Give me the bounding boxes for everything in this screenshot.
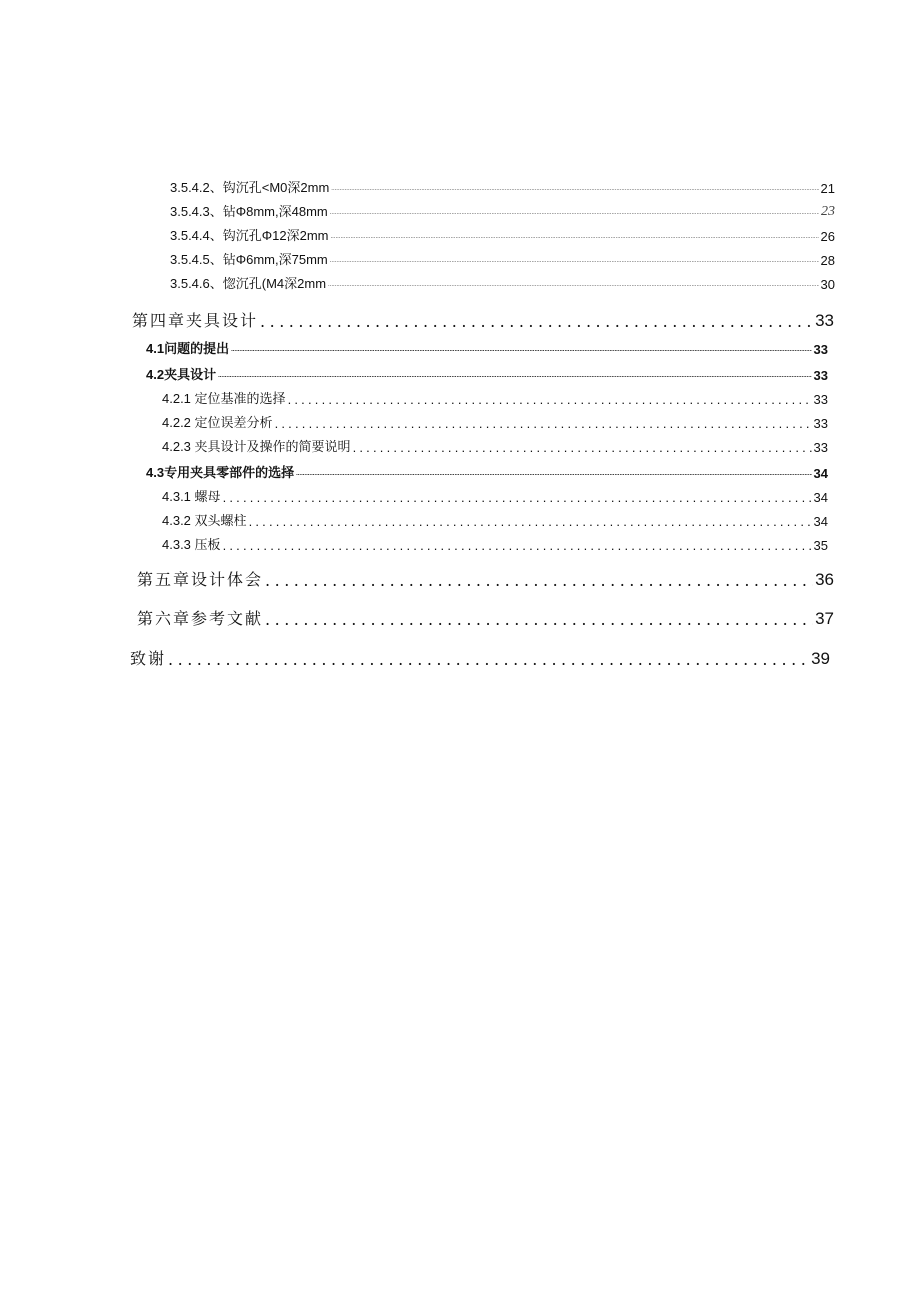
toc-subsection-text: 夹具设计及操作的简要说明 (194, 440, 351, 455)
toc-subsection-number: 4.3.2 (162, 513, 191, 528)
toc-page-number: 33 (813, 392, 828, 407)
toc-subsection-4-2-1[interactable] (162, 389, 828, 407)
dot-leader (330, 231, 818, 244)
toc-subsection-number: 4.3.3 (162, 537, 191, 552)
toc-section-4-2[interactable] (146, 365, 828, 383)
dot-leader (265, 611, 813, 629)
toc-subsection-number: 4.2.1 (162, 391, 191, 406)
toc-page-number: 36 (815, 570, 834, 589)
toc-section-label: 4.3专用夹具零部件的选择 (146, 465, 295, 480)
toc-subsection-text: 定位基准的选择 (194, 392, 286, 407)
dot-leader (330, 255, 819, 268)
toc-subsection-4-3-3[interactable] (162, 535, 828, 553)
toc-entry-label: 3.5.4.4、钩沉孔Φ12深2mm (170, 228, 329, 243)
toc-page-number: 39 (811, 649, 830, 668)
toc-section-4-1[interactable] (146, 339, 828, 357)
dot-leader (249, 515, 812, 529)
toc-page-number: 33 (813, 440, 828, 455)
dot-leader (265, 572, 813, 590)
toc-entry-label: 3.5.4.6、惚沉孔(M4深2mm (170, 276, 327, 291)
toc-subsection-text: 定位误差分析 (194, 416, 273, 431)
dot-leader (231, 344, 811, 357)
toc-subsection-text: 压板 (194, 538, 221, 553)
toc-entry-3-5-4-5[interactable] (170, 250, 835, 268)
toc-entry-3-5-4-2[interactable] (170, 178, 835, 196)
toc-chapter-label: 第六章参考文献 (137, 609, 264, 628)
toc-chapter-6[interactable] (137, 607, 834, 629)
toc-page-number: 33 (813, 368, 828, 383)
dot-leader (328, 279, 818, 292)
toc-subsection-label (162, 388, 286, 407)
toc-entry-3-5-4-4[interactable] (170, 226, 835, 244)
toc-page-number: 37 (815, 609, 834, 628)
toc-page-number: 23 (821, 204, 835, 219)
toc-acknowledgements[interactable] (130, 647, 830, 669)
toc-page-number: 30 (820, 277, 835, 292)
dot-leader (218, 370, 811, 383)
toc-subsection-text: 螺母 (194, 490, 221, 505)
toc-entry-3-5-4-6[interactable] (170, 274, 835, 292)
dot-leader (275, 417, 812, 431)
toc-section-4-3[interactable] (146, 463, 828, 481)
dot-leader (353, 441, 812, 455)
toc-page-number: 28 (820, 253, 835, 268)
dot-leader (288, 393, 812, 407)
toc-section-label: 4.1问题的提出 (146, 341, 230, 356)
toc-page-number: 34 (813, 514, 828, 529)
toc-page-number: 33 (815, 311, 834, 330)
toc-subsection-4-2-2[interactable] (162, 413, 828, 431)
toc-entry-label: 3.5.4.3、钻Φ8mm,深48mm (170, 204, 328, 219)
toc-subsection-number: 4.2.2 (162, 415, 191, 430)
toc-subsection-text: 双头螺柱 (194, 514, 247, 529)
toc-subsection-4-2-3[interactable] (162, 437, 828, 455)
toc-entry-label: 3.5.4.2、钩沉孔<M0深2mm (170, 180, 330, 195)
dot-leader (330, 207, 819, 220)
toc-page-number: 34 (813, 466, 828, 481)
toc-subsection-label (162, 412, 273, 431)
dot-leader (296, 468, 811, 481)
toc-chapter-4[interactable] (132, 309, 834, 331)
dot-leader (331, 183, 818, 196)
toc-page-number: 21 (820, 181, 835, 196)
toc-page-number: 26 (820, 229, 835, 244)
toc-entry-label: 3.5.4.5、钻Φ6mm,深75mm (170, 252, 328, 267)
toc-chapter-5[interactable] (137, 568, 834, 590)
toc-subsection-4-3-2[interactable] (162, 511, 828, 529)
toc-chapter-label: 第五章设计体会 (137, 570, 264, 589)
toc-subsection-number: 4.2.3 (162, 439, 191, 454)
toc-chapter-label: 第四章夹具设计 (132, 311, 259, 330)
toc-chapter-label: 致谢 (130, 649, 167, 668)
dot-leader (260, 313, 813, 331)
toc-subsection-label (162, 534, 221, 553)
toc-page-number: 33 (813, 416, 828, 431)
dot-leader (223, 539, 812, 553)
toc-page-number: 34 (813, 490, 828, 505)
dot-leader (168, 651, 809, 669)
toc-subsection-label (162, 436, 351, 455)
toc-subsection-label (162, 510, 247, 529)
toc-section-label: 4.2夹具设计 (146, 367, 217, 382)
toc-page-number: 35 (813, 538, 828, 553)
toc-entry-3-5-4-3[interactable] (170, 202, 835, 220)
toc-subsection-label (162, 486, 221, 505)
toc-page-number: 33 (813, 342, 828, 357)
toc-subsection-number: 4.3.1 (162, 489, 191, 504)
dot-leader (223, 491, 812, 505)
toc-subsection-4-3-1[interactable] (162, 487, 828, 505)
